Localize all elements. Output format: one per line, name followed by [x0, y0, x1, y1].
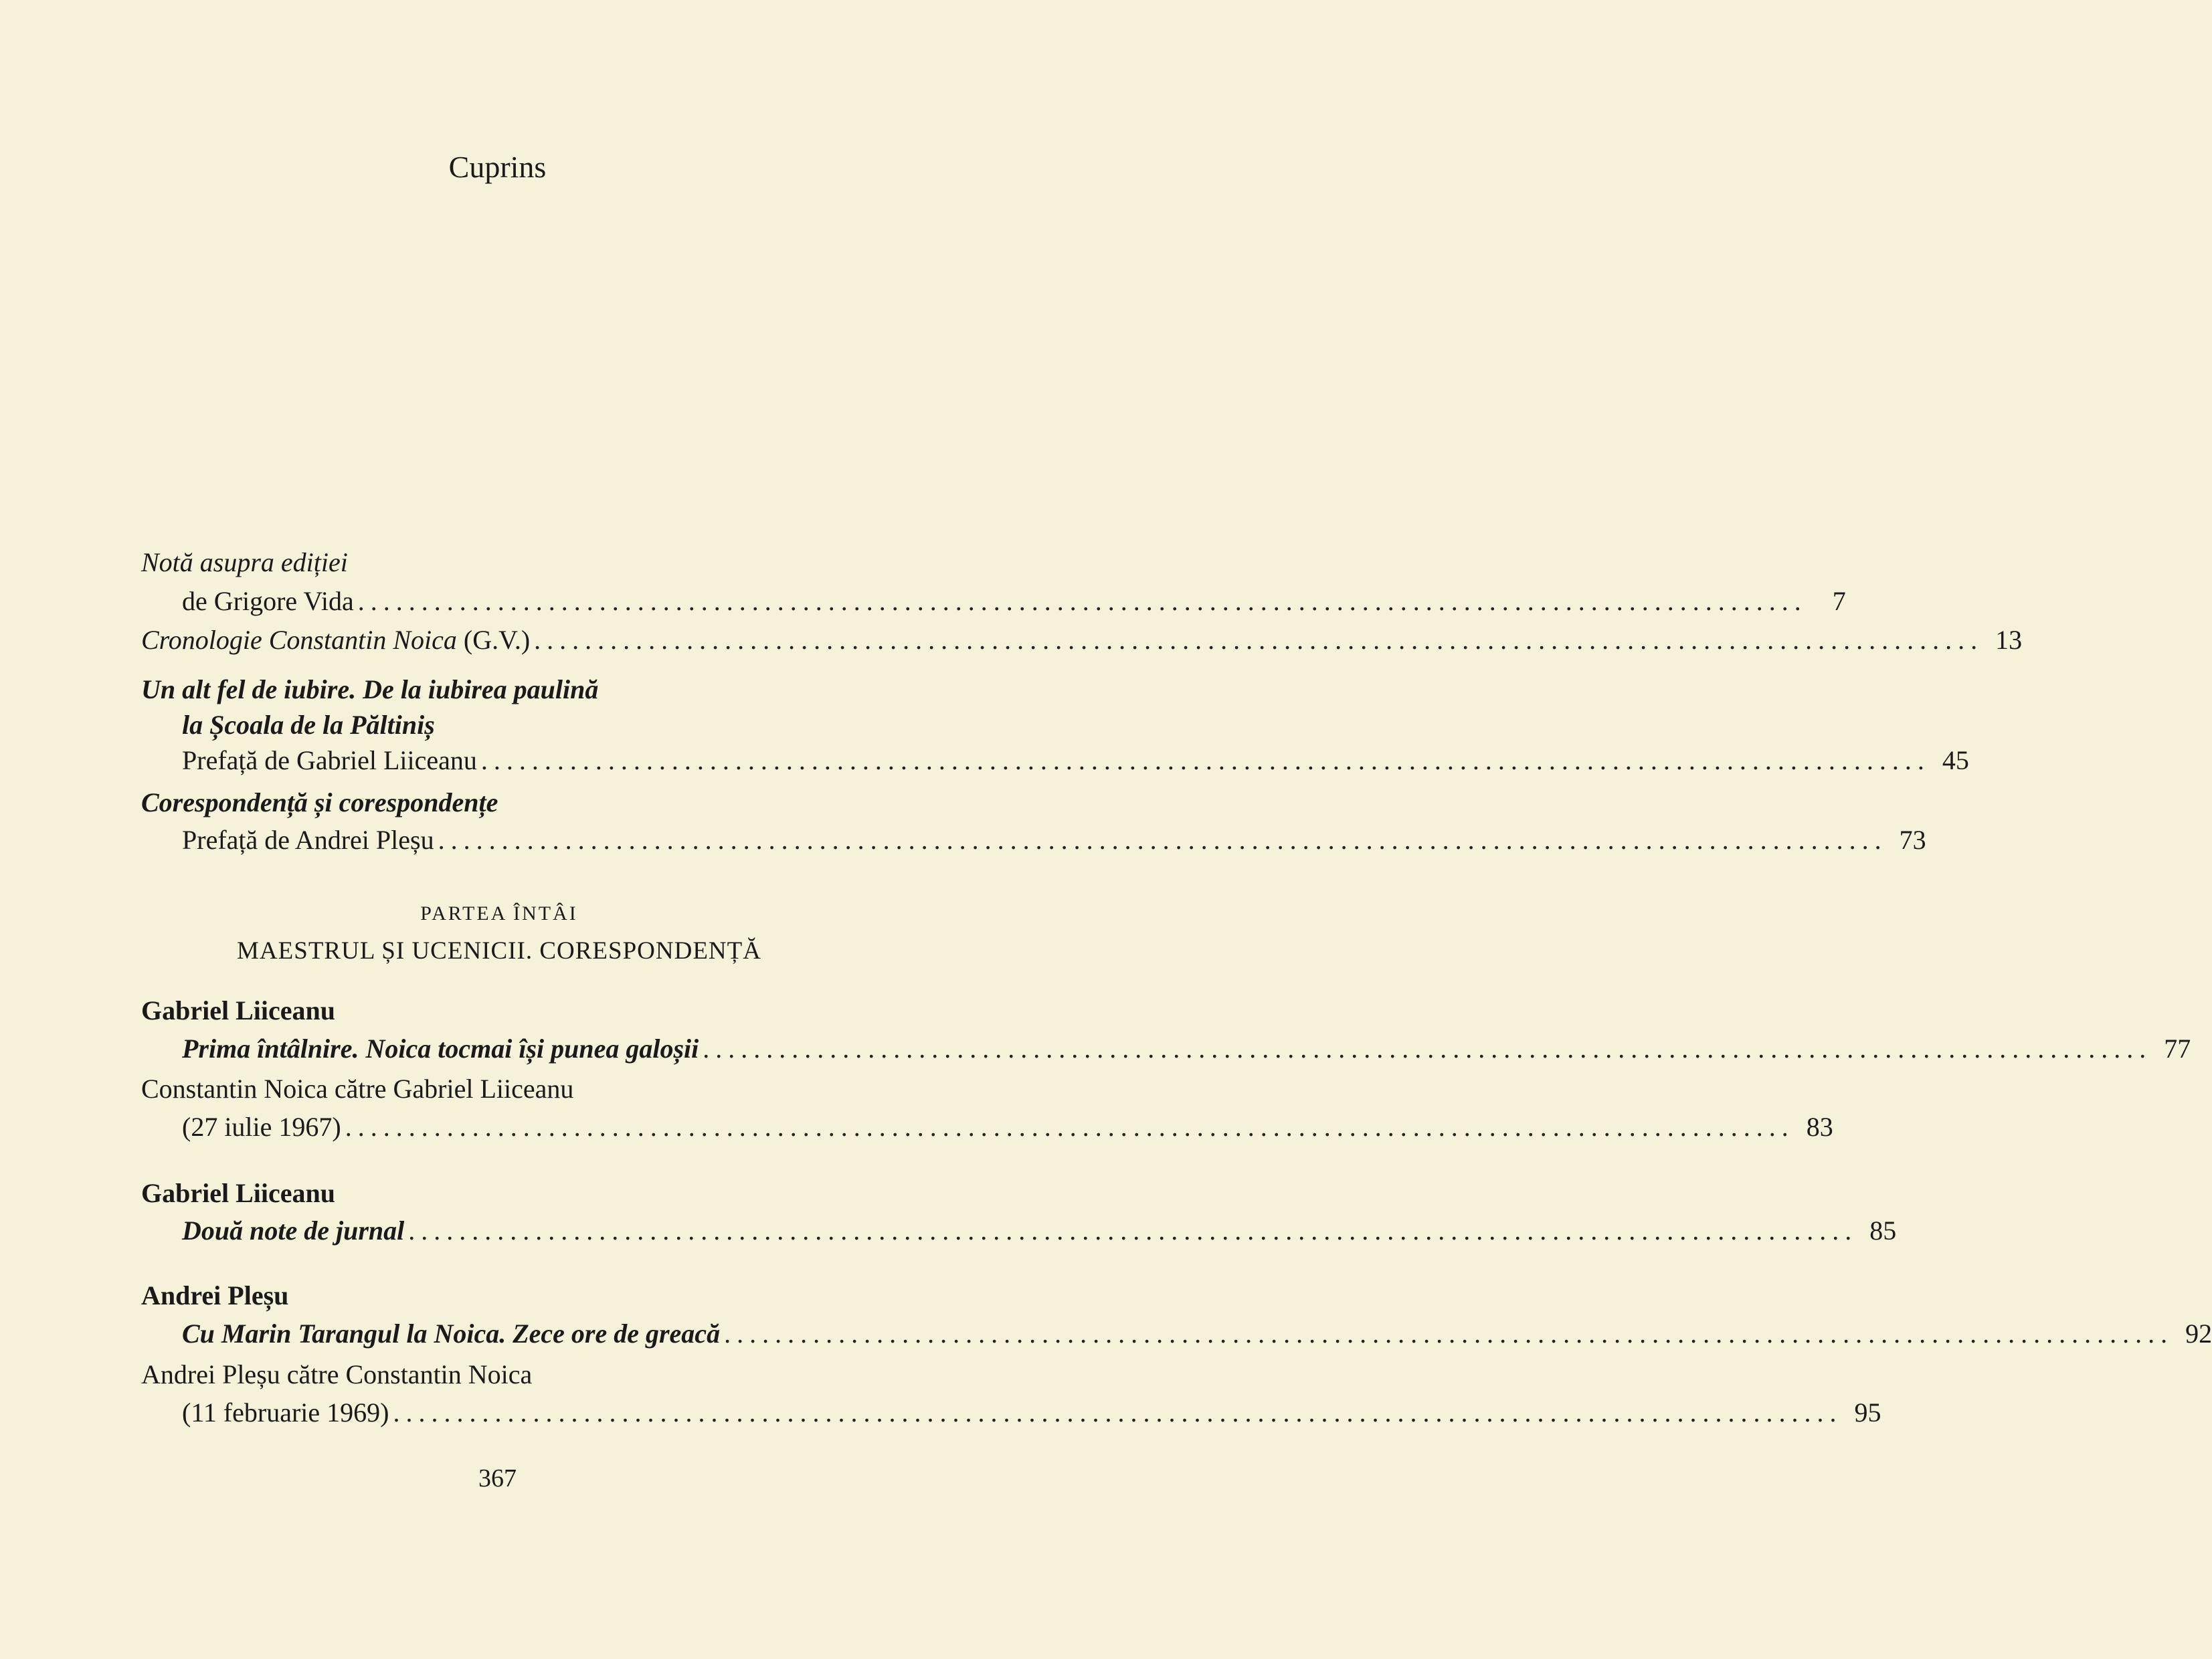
- toc-entry[interactable]: [182, 1317, 2212, 1351]
- toc-page-number: 13: [1995, 625, 2023, 655]
- toc-entry[interactable]: [182, 1396, 1881, 1430]
- dot-leader: ..................................................................................................................: [534, 625, 1984, 655]
- dot-leader: ..................................................................................................................: [345, 1112, 1794, 1142]
- toc-page-number: 77: [2164, 1034, 2191, 1064]
- toc-entry-text: Prefață de Andrei Pleșu: [182, 825, 434, 855]
- toc-entry[interactable]: [182, 585, 1846, 618]
- toc-page-number: 45: [1942, 745, 1969, 775]
- toc-entry-title: Andrei Pleșu către Constantin Noica: [141, 1359, 533, 1389]
- toc-entry[interactable]: [182, 1110, 1833, 1144]
- dot-leader: ..................................................................................................................: [724, 1319, 2174, 1349]
- toc-page-number: 83: [1806, 1112, 1833, 1142]
- toc-entry-text: (11 februarie 1969): [182, 1397, 389, 1428]
- toc-entry-text: Două note de jurnal: [182, 1215, 405, 1246]
- dot-leader: ..................................................................................................................: [357, 586, 1807, 616]
- part-title: MAESTRUL ȘI UCENICII. CORESPONDENȚĂ: [237, 937, 761, 965]
- toc-entry-text: Prima întâlnire. Noica tocmai își punea galoșii: [182, 1034, 699, 1064]
- toc-entry-title-cont: la Școala de la Păltiniș: [182, 710, 435, 740]
- page-number: 367: [478, 1464, 517, 1492]
- toc-page-number: 95: [1854, 1397, 1881, 1428]
- dot-leader: ..................................................................................................................: [393, 1397, 1843, 1428]
- toc-page-number: 7: [1832, 586, 1846, 616]
- dot-leader: ..................................................................................................................: [408, 1215, 1858, 1246]
- toc-entry-text: Cu Marin Tarangul la Noica. Zece ore de greacă: [182, 1319, 721, 1349]
- toc-author: Gabriel Liiceanu: [141, 1178, 335, 1208]
- part-label: PARTEA ÎNTÂI: [420, 902, 578, 924]
- toc-entry[interactable]: [182, 1214, 1897, 1248]
- toc-entry-title: Un alt fel de iubire. De la iubirea paulină: [141, 674, 599, 704]
- toc-entry[interactable]: [182, 823, 1926, 857]
- toc-entry-text: [141, 623, 530, 657]
- toc-entry-text: Prefață de Gabriel Liiceanu: [182, 745, 477, 775]
- toc-entry-title: Cronologie Constantin Noica: [141, 625, 457, 655]
- toc-author: Gabriel Liiceanu: [141, 995, 335, 1026]
- toc-entry-suffix: (G.V.): [456, 625, 531, 655]
- toc-page-number: 92: [2185, 1319, 2212, 1349]
- toc-author: Andrei Pleșu: [141, 1280, 289, 1310]
- toc-entry-title: Corespondență și corespondențe: [141, 787, 498, 817]
- dot-leader: ..................................................................................................................: [438, 825, 1887, 855]
- dot-leader: ..................................................................................................................: [480, 745, 1930, 775]
- toc-entry[interactable]: [182, 744, 1969, 777]
- toc-entry[interactable]: [141, 623, 2023, 657]
- toc-entry-title: Constantin Noica către Gabriel Liiceanu: [141, 1074, 574, 1104]
- toc-page-number: 73: [1899, 825, 1926, 855]
- dot-leader: ..................................................................................................................: [703, 1034, 2152, 1064]
- page-title: Cuprins: [448, 150, 547, 184]
- toc-entry-text: de Grigore Vida: [182, 586, 354, 616]
- toc-entry-text: (27 iulie 1967): [182, 1112, 341, 1142]
- toc-entry[interactable]: [182, 1032, 2191, 1066]
- toc-entry-title: Notă asupra ediției: [141, 547, 348, 577]
- toc-page-number: 85: [1869, 1215, 1897, 1246]
